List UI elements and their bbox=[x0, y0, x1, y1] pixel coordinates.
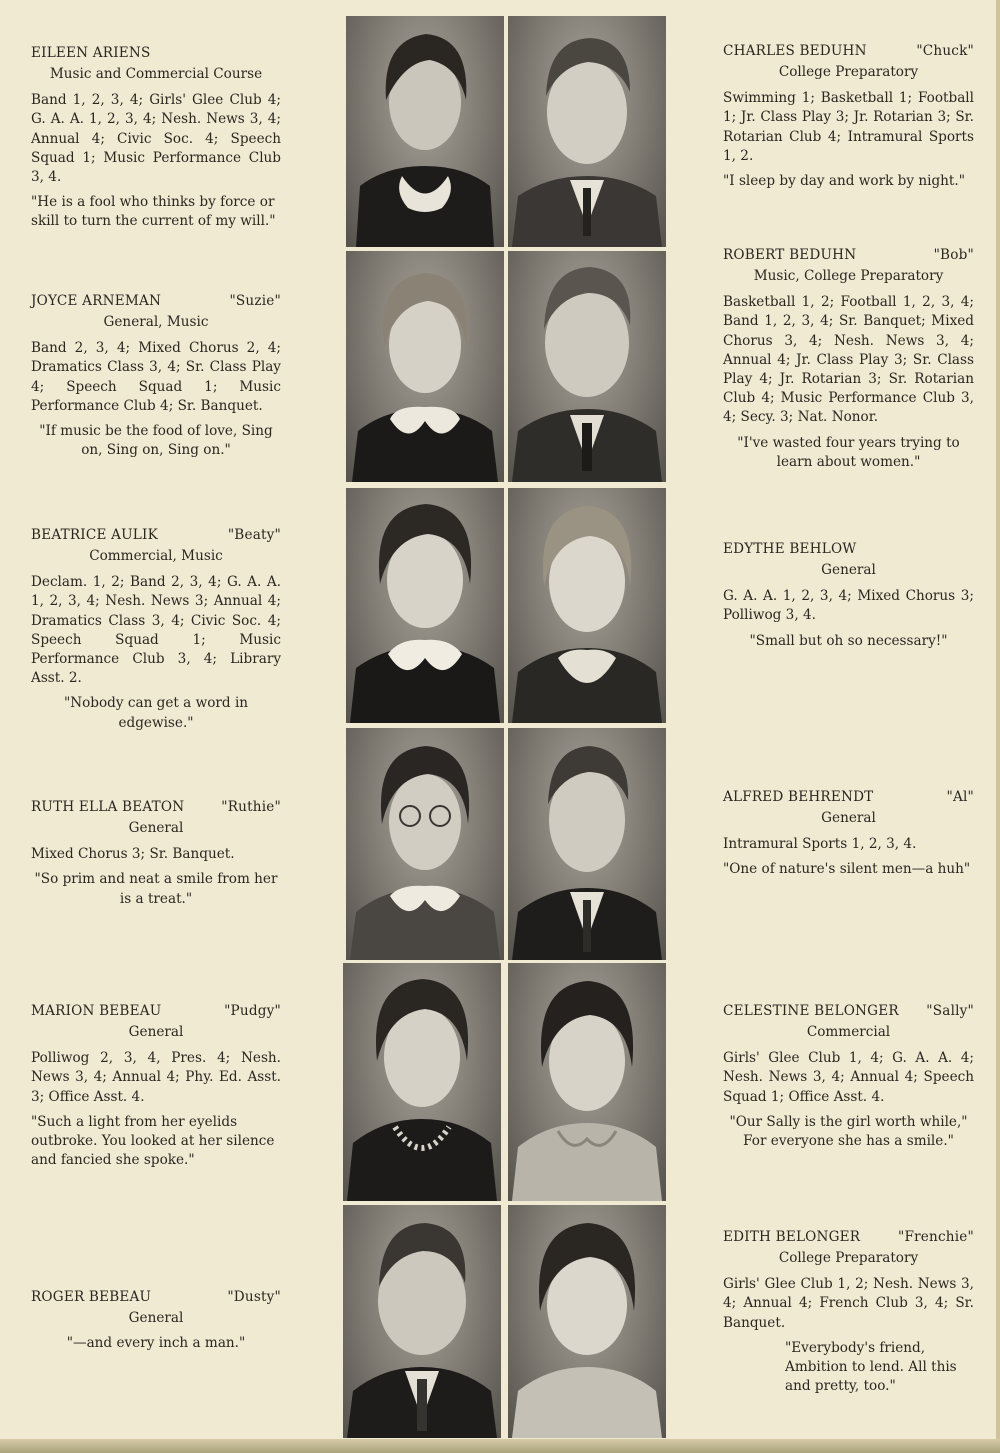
student-nickname: "Ruthie" bbox=[221, 799, 281, 815]
student-nickname: "Beaty" bbox=[227, 527, 281, 543]
portrait-photo-beatrice-aulik bbox=[346, 488, 504, 723]
student-nickname: "Chuck" bbox=[916, 43, 974, 59]
student-name: EILEEN ARIENS bbox=[31, 45, 151, 61]
student-course: Music, College Preparatory bbox=[753, 268, 944, 284]
student-entry-celestine-belonger bbox=[723, 1002, 974, 1151]
student-quote: "I sleep by day and work by night." bbox=[723, 173, 965, 190]
portrait-photo-robert-beduhn bbox=[508, 251, 666, 482]
student-name: BEATRICE AULIK bbox=[31, 527, 158, 543]
portrait-photo-marion-bebeau bbox=[343, 963, 501, 1201]
student-nickname: "Sally" bbox=[926, 1003, 974, 1019]
student-activities: Band 2, 3, 4; Mixed Chorus 2, 4; Dramatics Class 3, 4; Sr. Class Play 4; Speech Squad 1; Music Performance Club 4; Sr. Banquet. bbox=[31, 340, 281, 414]
student-quote: "He is a fool who thinks by force or skill to turn the current of my will." bbox=[31, 194, 276, 230]
student-course: College Preparatory bbox=[778, 64, 919, 80]
student-name: RUTH ELLA BEATON bbox=[31, 799, 185, 815]
student-name: MARION BEBEAU bbox=[31, 1003, 162, 1019]
student-entry-ruth-ella-beaton bbox=[31, 798, 281, 909]
student-course: General bbox=[128, 1310, 184, 1326]
student-course: General bbox=[821, 810, 876, 826]
page-bottom-edge bbox=[0, 1439, 1000, 1453]
student-name: ROBERT BEDUHN bbox=[723, 247, 857, 263]
student-nickname: "Pudgy" bbox=[224, 1003, 281, 1019]
student-course: General bbox=[821, 562, 876, 578]
student-activities: Mixed Chorus 3; Sr. Banquet. bbox=[31, 846, 235, 863]
student-nickname: "Bob" bbox=[933, 247, 974, 263]
student-entry-edith-belonger bbox=[723, 1228, 974, 1396]
student-nickname: "Dusty" bbox=[227, 1289, 281, 1305]
student-activities: Intramural Sports 1, 2, 3, 4. bbox=[723, 836, 917, 853]
student-entry-eileen-ariens bbox=[31, 44, 281, 232]
student-quote: "One of nature's silent men—a huh" bbox=[723, 861, 971, 878]
student-activities: G. A. A. 1, 2, 3, 4; Mixed Chorus 3; Polliwog 3, 4. bbox=[723, 588, 974, 624]
student-name: ALFRED BEHRENDT bbox=[723, 789, 874, 805]
student-entry-robert-beduhn bbox=[723, 246, 974, 472]
student-nickname: "Frenchie" bbox=[898, 1229, 974, 1245]
portrait-photo-eileen-ariens bbox=[346, 16, 504, 247]
student-course: Commercial, Music bbox=[89, 548, 223, 564]
student-activities: Polliwog 2, 3, 4, Pres. 4; Nesh. News 3, 4; Annual 4; Phy. Ed. Asst. 3; Office Asst. 4. bbox=[31, 1050, 281, 1105]
portrait-photo-ruth-ella-beaton bbox=[346, 728, 504, 960]
student-course: General, Music bbox=[103, 314, 209, 330]
student-quote: "Such a light from her eyelids outbroke. You looked at her silence and fancied she spoke." bbox=[31, 1113, 275, 1169]
portrait-photo-celestine-belonger bbox=[508, 963, 666, 1201]
student-name: ROGER BEBEAU bbox=[31, 1289, 152, 1305]
student-entry-beatrice-aulik bbox=[31, 526, 281, 733]
portrait-photo-edythe-behlow bbox=[508, 488, 666, 723]
student-name: EDITH BELONGER bbox=[723, 1229, 861, 1245]
student-quote: "—and every inch a man." bbox=[66, 1335, 246, 1352]
portrait-photo-joyce-arneman bbox=[346, 251, 504, 482]
portrait-photo-edith-belonger bbox=[508, 1205, 666, 1438]
student-course: General bbox=[128, 1024, 184, 1040]
student-entry-edythe-behlow bbox=[723, 540, 974, 651]
page-right-edge bbox=[996, 0, 1000, 1453]
student-activities: Declam. 1, 2; Band 2, 3, 4; G. A. A. 1, 2, 3, 4; Nesh. News 3; Annual 4; Dramatics Class 3, 4; Civic Soc. 4; Speech Squad 1; Music Performance Club 3, 4; Library Asst. 2. bbox=[31, 574, 281, 687]
student-activities: Girls' Glee Club 1, 4; G. A. A. 4; Nesh. News 3, 4; Annual 4; Speech Squad 1; Office Asst. 4. bbox=[723, 1050, 974, 1105]
student-name: CHARLES BEDUHN bbox=[723, 43, 867, 59]
student-quote: "So prim and neat a smile from her is a treat." bbox=[34, 871, 278, 907]
student-entry-marion-bebeau bbox=[31, 1002, 281, 1170]
student-course: General bbox=[128, 820, 184, 836]
student-activities: Basketball 1, 2; Football 1, 2, 3, 4; Band 1, 2, 3, 4; Sr. Banquet; Mixed Chorus 3, 4; Nesh. News 3, 4; Annual 4; Jr. Class Play 3; Sr. Class Play 4; Jr. Rotarian 3; Sr. Rotarian Club 4; Music Performance Club 3, 4; Secy. 3; Nat. Nonor. bbox=[723, 294, 974, 426]
student-course: Commercial bbox=[806, 1024, 891, 1040]
student-activities: Girls' Glee Club 1, 2; Nesh. News 3, 4; Annual 4; French Club 3, 4; Sr. Banquet. bbox=[723, 1276, 974, 1331]
student-entry-roger-bebeau bbox=[31, 1288, 281, 1353]
student-quote: "Everybody's friend, Ambition to lend. All this and pretty, too." bbox=[785, 1339, 957, 1395]
student-entry-alfred-behrendt bbox=[723, 788, 974, 880]
student-activities: Band 1, 2, 3, 4; Girls' Glee Club 4; G. A. A. 1, 2, 3, 4; Nesh. News 3, 4; Annual 4; Civic Soc. 4; Speech Squad 1; Music Performance Club 3, 4. bbox=[31, 92, 281, 186]
student-quote: "I've wasted four years trying to learn about women." bbox=[737, 434, 960, 470]
student-name: CELESTINE BELONGER bbox=[723, 1003, 899, 1019]
student-course: Music and Commercial Course bbox=[49, 66, 263, 82]
student-entry-joyce-arneman bbox=[31, 292, 281, 460]
student-quote: "Small but oh so necessary!" bbox=[749, 632, 948, 649]
portrait-photo-alfred-behrendt bbox=[508, 728, 666, 960]
student-nickname: "Suzie" bbox=[229, 293, 281, 309]
student-name: EDYTHE BEHLOW bbox=[723, 541, 857, 557]
student-course: College Preparatory bbox=[778, 1250, 919, 1266]
student-quote: "Our Sally is the girl worth while," For everyone she has a smile." bbox=[729, 1113, 968, 1150]
student-name: JOYCE ARNEMAN bbox=[31, 293, 162, 309]
student-quote: "Nobody can get a word in edgewise." bbox=[63, 695, 249, 731]
student-nickname: "Al" bbox=[946, 789, 974, 805]
portrait-photo-charles-beduhn bbox=[508, 16, 666, 247]
student-entry-charles-beduhn bbox=[723, 42, 974, 191]
student-quote: "If music be the food of love, Sing on, Sing on, Sing on." bbox=[39, 423, 273, 459]
portrait-photo-roger-bebeau bbox=[343, 1205, 501, 1438]
student-activities: Swimming 1; Basketball 1; Football 1; Jr. Class Play 3; Jr. Rotarian 3; Sr. Rotarian Club 4; Intramural Sports 1, 2. bbox=[723, 90, 974, 164]
